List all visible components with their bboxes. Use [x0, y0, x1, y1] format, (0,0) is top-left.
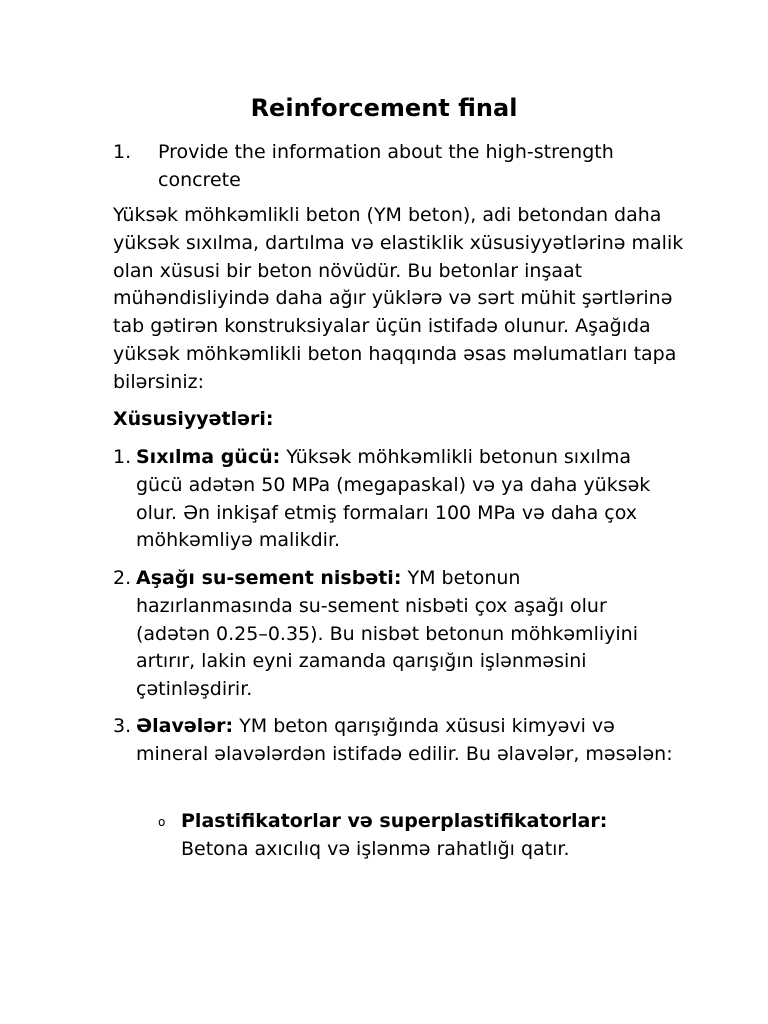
document-title: Reinforcement final [250, 94, 518, 122]
list-item-text: YM beton qarışığında xüsusi kimyəvi və mineral əlavələrdən istifadə edilir. Bu əlavələr, məsələn: [136, 715, 673, 765]
list-item-body [136, 444, 673, 555]
sub-list-item-lead: Plastifikatorlar və superplastifikatorlar: [181, 810, 608, 832]
list-item-number: 1. [113, 446, 132, 468]
sub-list-item-body [181, 808, 658, 864]
list-item-number: 3. [113, 715, 132, 737]
circle-bullet-icon: o [158, 815, 166, 829]
sub-list-item [158, 808, 658, 864]
list-item [113, 565, 673, 704]
question-number: 1. [113, 141, 132, 163]
list-item-lead: Əlavələr: [136, 715, 234, 737]
list-item-body [136, 565, 673, 704]
properties-heading: Xüsusiyyətləri: [113, 408, 274, 430]
intro-paragraph: Yüksək möhkəmlikli beton (YM beton), adi betondan daha yüksək sıxılma, dartılma və elastiklik xüsusiyyətlərinə malik olan xüsusi bir beton növüdür. Bu betonlar inşaat mühəndisliyində daha ağır yüklərə və sərt mühit şərtlərinə tab gətirən konstruksiyalar üçün istifadə olunur. Aşağıda yüksək möhkəmlikli beton haqqında əsas məlumatları tapa bilərsiniz: [113, 204, 684, 393]
list-item-lead: Aşağı su-sement nisbəti: [136, 567, 402, 589]
list-item-body [136, 713, 673, 769]
list-item [113, 713, 673, 769]
question-text: Provide the information about the high-strength concrete [158, 141, 614, 191]
list-item-number: 2. [113, 567, 132, 589]
list-item-text: Yüksək möhkəmlikli betonun sıxılma gücü adətən 50 MPa (megapaskal) və ya daha yüksək olur. Ən inkişaf etmiş formaları 100 MPa və daha çox möhkəmliyə malikdir. [136, 446, 651, 552]
sub-list-item-text: Betona axıcılıq və işlənmə rahatlığı qatır. [181, 837, 570, 860]
list-item-text: YM betonun hazırlanmasında su-sement nisbəti çox aşağı olur (adətən 0.25–0.35). Bu nisbət betonun möhkəmliyini artırır, lakin eyni zamanda qarışığın işlənməsini çətinləşdirir. [136, 567, 638, 701]
list-item [113, 444, 673, 555]
list-item-lead: Sıxılma gücü: [136, 446, 281, 468]
